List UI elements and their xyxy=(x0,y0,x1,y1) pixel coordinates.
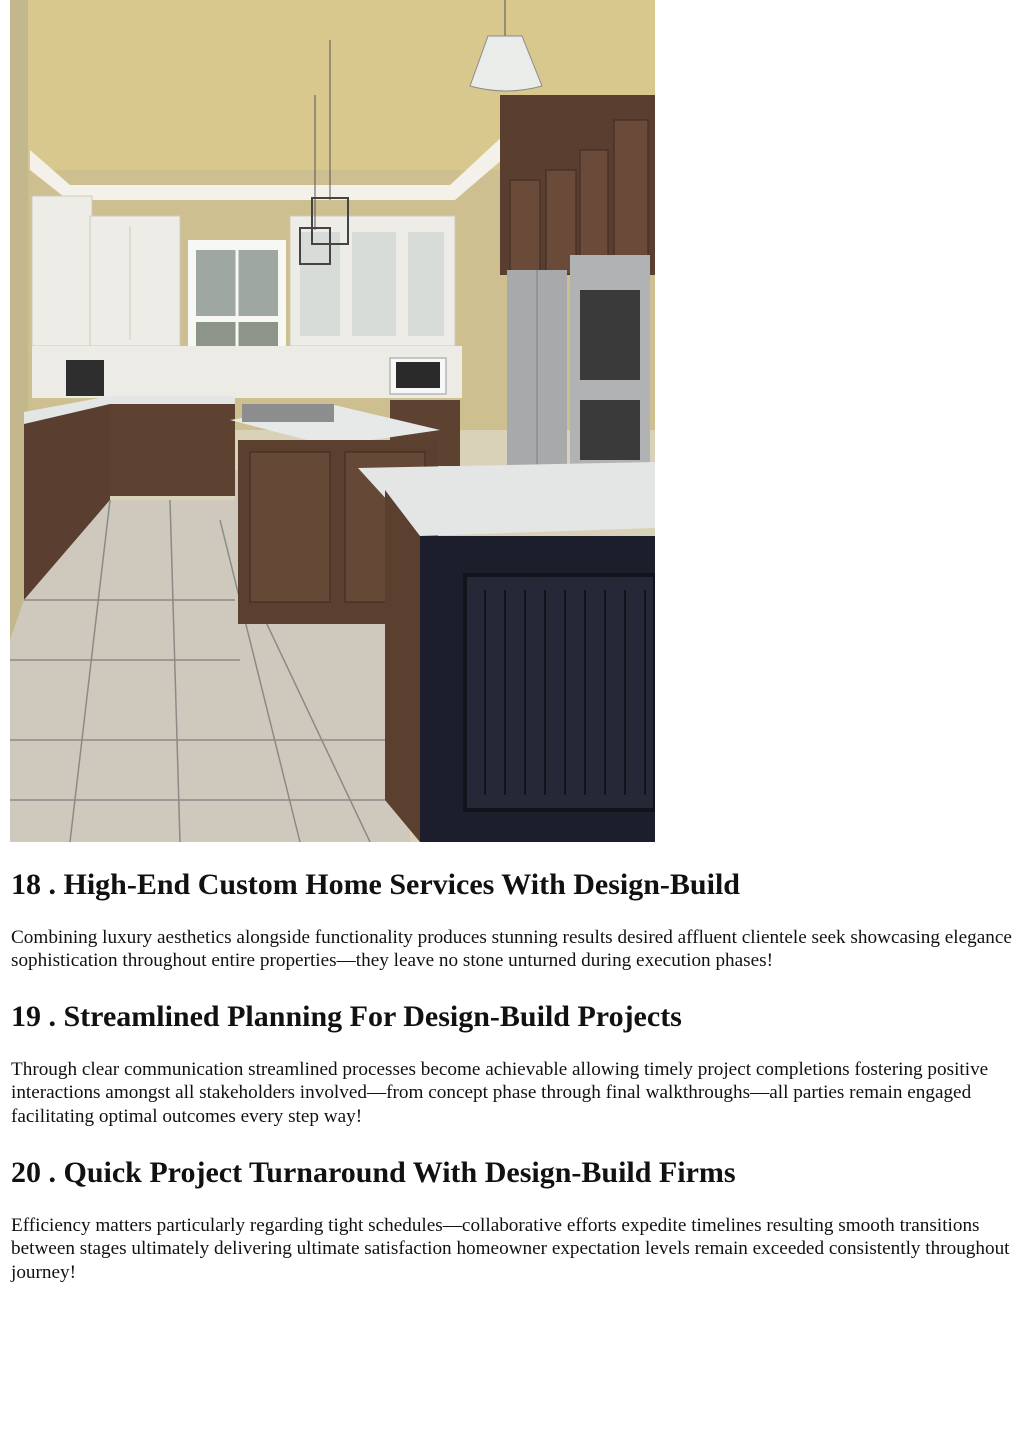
section-19 xyxy=(11,1000,1016,1128)
section-18 xyxy=(11,868,1016,973)
section-heading: 20 . Quick Project Turnaround With Design-Build Firms xyxy=(11,1156,736,1189)
section-body: Through clear communication streamlined processes become achievable allowing timely project completions fostering positive interactions amongst all stakeholders involved—from concept phase through final walkthroughs—all parties remain engaged facilitating optimal outcomes every step way! xyxy=(11,1059,989,1127)
kitchen-photo xyxy=(10,0,655,842)
section-body: Efficiency matters particularly regarding tight schedules—collaborative efforts expedite timelines resulting smooth transitions between stages ultimately delivering ultimate satisfaction homeowner expectation levels remain exceeded consistently throughout journey! xyxy=(11,1215,1010,1283)
lower-cabinets-back xyxy=(110,400,235,496)
upper-cabinet-left-2 xyxy=(90,216,180,346)
section-body: Combining luxury aesthetics alongside functionality produces stunning results desired affluent clientele seek showcasing elegance sophistication throughout entire properties—they leave no stone unturned during execution phases! xyxy=(11,927,1012,972)
section-heading: 19 . Streamlined Planning For Design-Build Projects xyxy=(11,1000,682,1033)
section-heading: 18 . High-End Custom Home Services With Design-Build xyxy=(11,868,740,901)
upper-cabinet-left xyxy=(32,196,92,346)
kitchen-illustration xyxy=(10,0,655,842)
section-20 xyxy=(11,1156,1016,1284)
